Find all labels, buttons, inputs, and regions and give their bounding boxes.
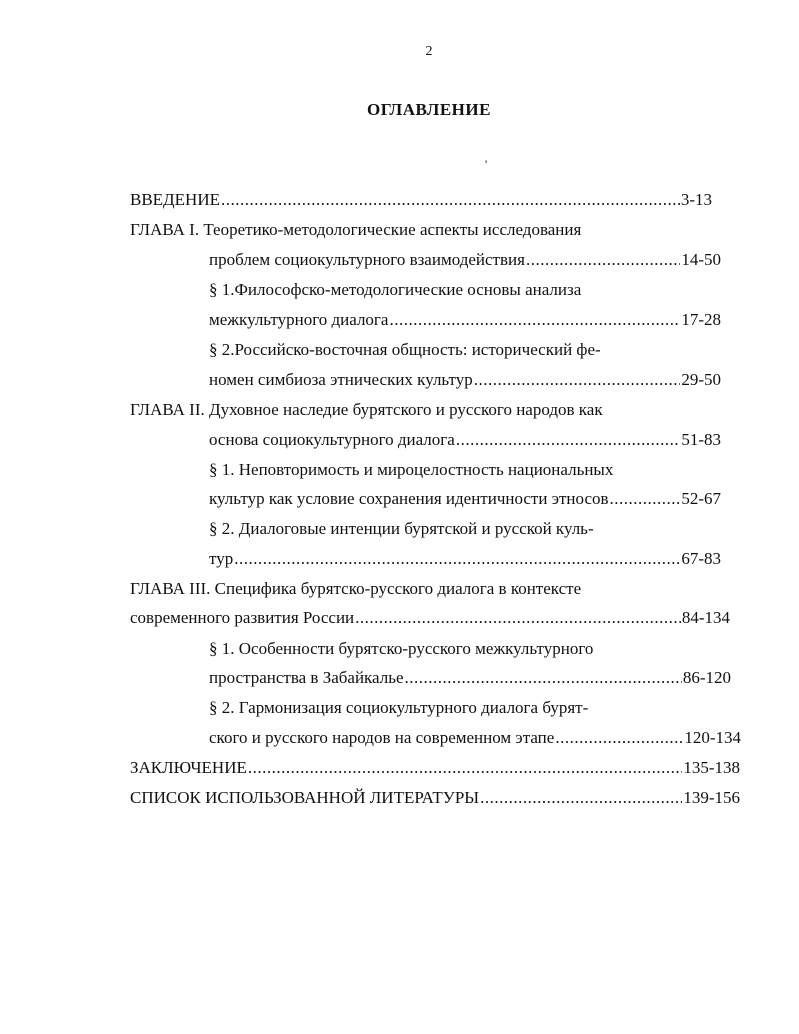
stray-mark: ' bbox=[485, 157, 488, 171]
toc-entry-label: межкультурного диалога bbox=[209, 310, 389, 329]
dot-leader bbox=[389, 309, 680, 331]
toc-entry-section-3-2 bbox=[209, 727, 741, 749]
toc-entry-label: СПИСОК ИСПОЛЬЗОВАННОЙ ЛИТЕРАТУРЫ bbox=[130, 788, 480, 807]
chapter-3-title: ГЛАВА III. Специфика бурятско-русского диалога в контексте bbox=[130, 579, 582, 598]
toc-entry-label: номен симбиоза этнических культур bbox=[209, 370, 473, 389]
dot-leader bbox=[234, 548, 680, 570]
toc-entry-pages: 52-67 bbox=[681, 489, 721, 508]
toc-entry-pages: 3-13 bbox=[680, 190, 712, 209]
toc-entry-label: основа социокультурного диалога bbox=[209, 430, 455, 449]
dot-leader bbox=[526, 249, 680, 271]
toc-entry-pages: 135-138 bbox=[683, 758, 740, 777]
toc-entry-chapter-1 bbox=[209, 249, 721, 271]
section-1-2-title: § 2.Российско-восточная общность: исторический фе- bbox=[209, 340, 601, 359]
toc-entry-label: ВВЕДЕНИЕ bbox=[130, 190, 220, 209]
toc-entry-label: пространства в Забайкалье bbox=[209, 668, 404, 687]
toc-entry-pages: 14-50 bbox=[681, 250, 721, 269]
toc-entry-label: ЗАКЛЮЧЕНИЕ bbox=[130, 758, 247, 777]
toc-entry-pages: 120-134 bbox=[684, 728, 741, 747]
toc-entry-label: тур bbox=[209, 549, 234, 568]
toc-entry-label: культур как условие сохранения идентичности этносов bbox=[209, 489, 609, 508]
toc-entry-pages: 84-134 bbox=[681, 608, 730, 627]
section-3-2-title: § 2. Гармонизация социокультурного диалога бурят- bbox=[209, 698, 589, 717]
toc-entry-pages: 51-83 bbox=[681, 430, 721, 449]
toc-entry-section-2-1 bbox=[209, 488, 721, 510]
toc-entry-pages: 86-120 bbox=[682, 668, 731, 687]
toc-entry-pages: 139-156 bbox=[683, 788, 740, 807]
toc-entry-section-1-1 bbox=[209, 309, 721, 331]
section-2-1-title: § 1. Неповторимость и мироцелостность национальных bbox=[209, 460, 614, 479]
toc-entry-section-2-2 bbox=[209, 548, 721, 570]
dot-leader bbox=[555, 727, 683, 749]
toc-entry-label: ского и русского народов на современном этапе bbox=[209, 728, 555, 747]
toc-entry-pages: 29-50 bbox=[681, 370, 721, 389]
section-1-1-title: § 1.Философско-методологические основы анализа bbox=[209, 280, 582, 299]
page-title: ОГЛАВЛЕНИЕ bbox=[367, 100, 491, 119]
toc-entry-conclusion bbox=[130, 757, 740, 779]
toc-entry-bibliography bbox=[130, 787, 740, 809]
toc-entry-pages: 17-28 bbox=[681, 310, 721, 329]
dot-leader bbox=[248, 757, 682, 779]
dot-leader bbox=[405, 667, 682, 689]
toc-entry-label: проблем социокультурного взаимодействия bbox=[209, 250, 525, 269]
dot-leader bbox=[480, 787, 682, 809]
toc-entry-chapter-2 bbox=[209, 429, 721, 451]
dot-leader bbox=[474, 369, 681, 391]
toc-entry-pages: 67-83 bbox=[681, 549, 721, 568]
chapter-2-title: ГЛАВА II. Духовное наследие бурятского и русского народов как bbox=[130, 400, 603, 419]
page-number: 2 bbox=[425, 44, 433, 59]
toc-entry-chapter-3 bbox=[130, 607, 730, 629]
section-2-2-title: § 2. Диалоговые интенции бурятской и русской куль- bbox=[209, 519, 594, 538]
toc-entry-section-1-2 bbox=[209, 369, 721, 391]
toc-entry-section-3-1 bbox=[209, 667, 731, 689]
dot-leader bbox=[221, 189, 680, 211]
toc-entry-label: современного развития России bbox=[130, 608, 355, 627]
chapter-1-title: ГЛАВА I. Теоретико-методологические аспекты исследования bbox=[130, 220, 582, 239]
dot-leader bbox=[610, 488, 681, 510]
toc-entry-intro bbox=[130, 189, 712, 211]
section-3-1-title: § 1. Особенности бурятско-русского межкультурного bbox=[209, 639, 594, 658]
dot-leader bbox=[456, 429, 681, 451]
dot-leader bbox=[355, 607, 681, 629]
